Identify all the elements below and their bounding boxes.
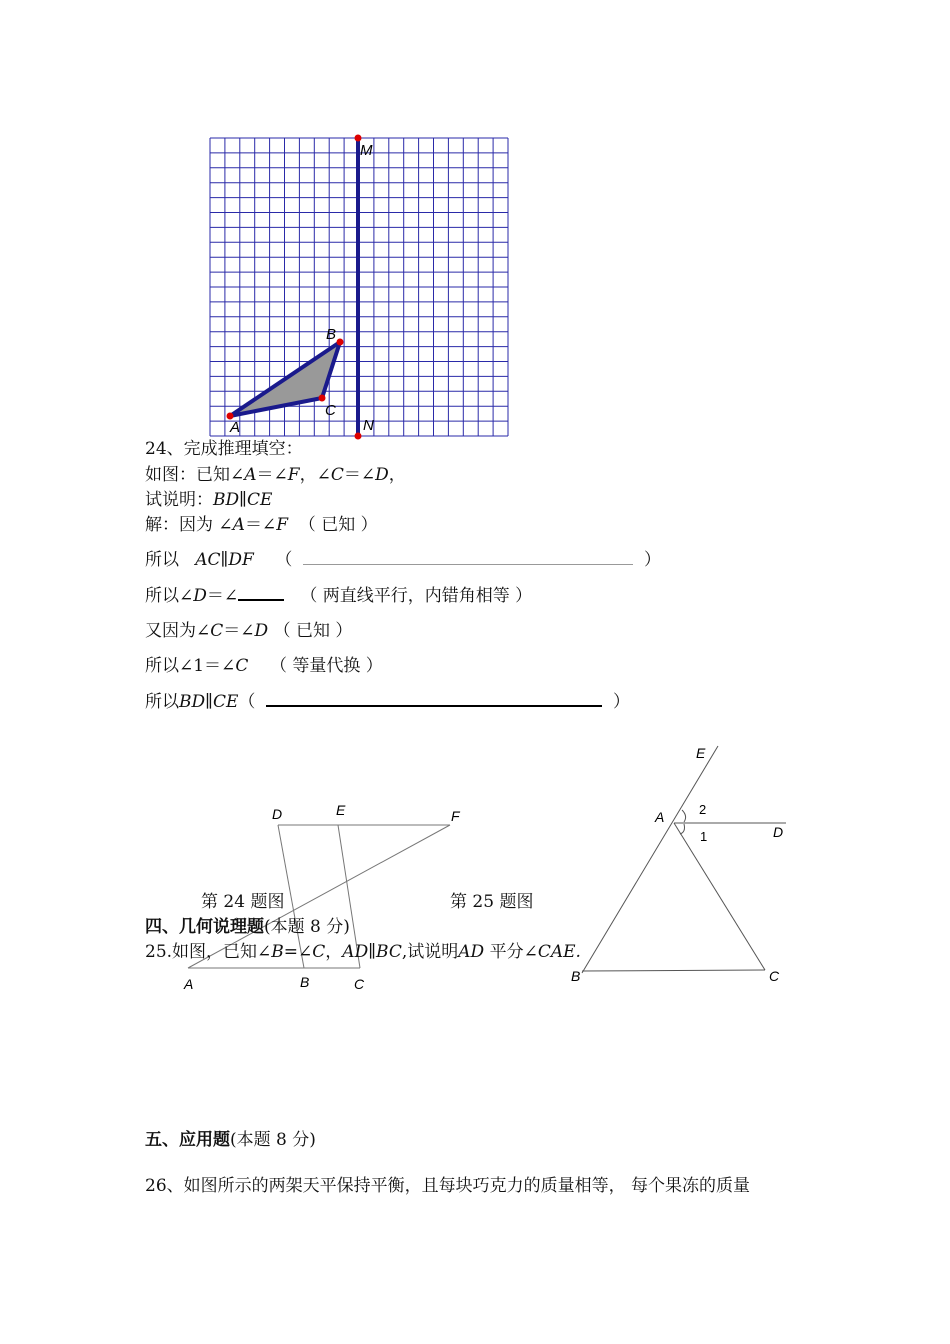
q24-step2: 所以∠D＝∠ （ 两直线平行，内错角相等 ）	[145, 586, 533, 606]
point-n	[355, 433, 362, 440]
step5-answer-blank[interactable]	[266, 691, 602, 707]
label-c: C	[325, 402, 336, 419]
q24-title: 24、完成推理填空：	[145, 439, 303, 459]
label-2: 2	[699, 802, 707, 817]
label-a: A	[655, 809, 665, 825]
label-b: B	[571, 968, 581, 984]
line-ac	[674, 823, 765, 970]
label-d: D	[773, 824, 784, 840]
step1-answer-blank[interactable]	[303, 550, 633, 565]
q24-step3: 又因为∠C＝∠D （ 已知 ）	[145, 621, 353, 641]
label-d: D	[272, 806, 283, 822]
caption-fig25: 第 25 题图	[450, 892, 534, 912]
q24-step1: 所以 AC∥DF （ ）	[145, 550, 662, 570]
label-n: N	[363, 417, 374, 434]
q24-step5: 所以BD∥CE（ ）	[145, 692, 631, 712]
label-f: F	[451, 808, 460, 824]
line-be	[582, 746, 718, 973]
label-e: E	[696, 745, 706, 761]
grid-figure	[200, 128, 520, 444]
step2-answer-blank[interactable]	[238, 585, 284, 601]
q24-given: 如图：已知∠A＝∠F，∠C＝∠D，	[145, 465, 406, 485]
line-bc	[582, 970, 765, 971]
figure-25	[560, 738, 800, 988]
label-m: M	[360, 142, 373, 159]
label-c: C	[769, 968, 780, 984]
angle-1-arc	[680, 824, 685, 834]
q25-text: 25.如图，已知∠B=∠C，AD∥BC,试说明AD 平分∠CAE.	[145, 942, 581, 962]
point-b	[337, 339, 344, 346]
q24-solution-start: 解：因为 ∠A＝∠F （ 已知 ）	[145, 515, 378, 535]
label-b: B	[300, 974, 310, 990]
caption-fig24: 第 24 题图	[201, 892, 285, 912]
point-m	[355, 135, 362, 142]
section4-heading: 四、几何说理题(本题 8 分)	[145, 917, 350, 937]
label-a: A	[230, 419, 241, 436]
label-a: A	[184, 976, 194, 992]
label-1: 1	[700, 829, 708, 844]
section5-heading: 五、应用题(本题 8 分)	[145, 1130, 316, 1150]
label-c: C	[354, 976, 365, 992]
label-b: B	[326, 326, 337, 343]
label-e: E	[336, 802, 346, 818]
q26-text: 26、如图所示的两架天平保持平衡，且每块巧克力的质量相等， 每个果冻的质量	[145, 1176, 751, 1196]
q24-explain: 试说明：BD∥CE	[145, 490, 273, 510]
q24-step4: 所以∠1＝∠C （ 等量代换 ）	[145, 656, 383, 676]
point-c	[319, 395, 326, 402]
angle-2-arc	[682, 810, 686, 822]
